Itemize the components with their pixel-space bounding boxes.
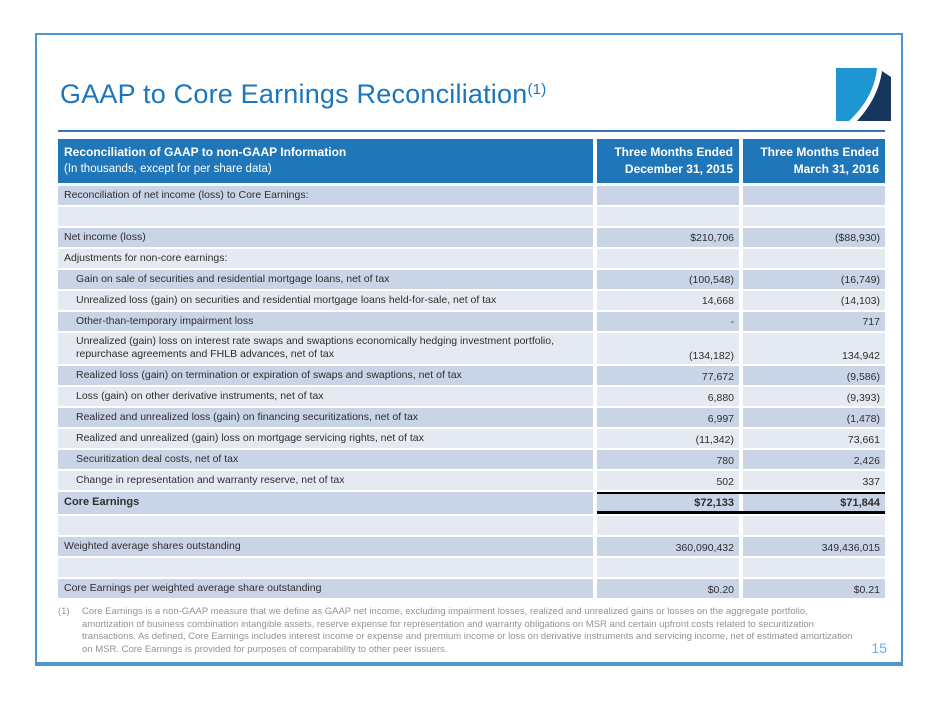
table-row: [58, 450, 885, 469]
row-label: Core Earnings: [58, 492, 593, 514]
row-label: Other-than-temporary impairment loss: [58, 312, 593, 331]
row-label: Realized loss (gain) on termination or expiration of swaps and swaptions, net of tax: [58, 366, 593, 385]
value-mar-2016: 73,661: [743, 429, 885, 448]
table-header-title: Reconciliation of GAAP to non-GAAP Information: [64, 145, 347, 159]
row-label: Gain on sale of securities and residential mortgage loans, net of tax: [58, 270, 593, 289]
value-dec-2015: [597, 186, 739, 205]
value-cells: [597, 516, 885, 535]
value-mar-2016: $71,844: [743, 494, 885, 511]
value-cells: [597, 429, 885, 448]
value-cells: [597, 207, 885, 226]
col2-period-date: March 31, 2016: [793, 162, 879, 177]
company-logo: [836, 68, 891, 121]
value-mar-2016: (9,393): [743, 387, 885, 406]
value-mar-2016: [743, 516, 885, 535]
value-cells: [597, 450, 885, 469]
table-row: [58, 387, 885, 406]
value-cells: [597, 312, 885, 331]
row-label: Reconciliation of net income (loss) to Core Earnings:: [58, 186, 593, 205]
table-row: [58, 207, 885, 226]
value-dec-2015: 780: [597, 450, 739, 469]
value-mar-2016: [743, 186, 885, 205]
table-row: [58, 579, 885, 598]
table-row: [58, 366, 885, 385]
value-cells: [597, 492, 885, 514]
row-label: Realized and unrealized loss (gain) on financing securitizations, net of tax: [58, 408, 593, 427]
value-mar-2016: 2,426: [743, 450, 885, 469]
value-dec-2015: (134,182): [597, 333, 739, 364]
row-label: [58, 558, 593, 577]
table-row: [58, 249, 885, 268]
slide-frame: [35, 33, 903, 666]
value-dec-2015: $0.20: [597, 579, 739, 598]
value-dec-2015: 6,880: [597, 387, 739, 406]
value-cells: [597, 291, 885, 310]
value-mar-2016: $0.21: [743, 579, 885, 598]
table-header-subtitle: (In thousands, except for per share data): [64, 163, 272, 176]
value-cells: [597, 579, 885, 598]
table-header-col-mar-2016: [743, 139, 885, 183]
table-row: [58, 312, 885, 331]
page-number: 15: [871, 640, 887, 656]
value-dec-2015: (11,342): [597, 429, 739, 448]
value-mar-2016: ($88,930): [743, 228, 885, 247]
value-dec-2015: [597, 207, 739, 226]
table-row: [58, 333, 885, 364]
value-cells: [597, 387, 885, 406]
table-row: [58, 291, 885, 310]
page-title: [60, 79, 546, 110]
table-row: [58, 537, 885, 556]
value-dec-2015: -: [597, 312, 739, 331]
table-header-label-cell: [58, 139, 593, 183]
col2-period-label: Three Months Ended: [760, 145, 879, 159]
row-label: Adjustments for non-core earnings:: [58, 249, 593, 268]
value-dec-2015: 14,668: [597, 291, 739, 310]
row-label: Change in representation and warranty reserve, net of tax: [58, 471, 593, 490]
footnote: [58, 606, 885, 657]
footnote-marker: (1): [58, 606, 70, 618]
row-label: Weighted average shares outstanding: [58, 537, 593, 556]
value-mar-2016: [743, 207, 885, 226]
table-row: [58, 186, 885, 205]
title-footnote-ref: (1): [527, 81, 547, 98]
value-mar-2016: (9,586): [743, 366, 885, 385]
value-dec-2015: (100,548): [597, 270, 739, 289]
row-label: Net income (loss): [58, 228, 593, 247]
value-cells: [597, 228, 885, 247]
table-row: [58, 516, 885, 535]
row-label: [58, 516, 593, 535]
row-label: Loss (gain) on other derivative instruments, net of tax: [58, 387, 593, 406]
value-dec-2015: $72,133: [597, 494, 739, 511]
col1-period-label: Three Months Ended: [614, 145, 733, 159]
row-label: Realized and unrealized (gain) loss on mortgage servicing rights, net of tax: [58, 429, 593, 448]
value-dec-2015: 77,672: [597, 366, 739, 385]
value-cells: [597, 537, 885, 556]
title-divider: [58, 130, 885, 132]
value-cells: [597, 186, 885, 205]
table-row: [58, 492, 885, 514]
table-row: [58, 408, 885, 427]
value-mar-2016: (1,478): [743, 408, 885, 427]
value-dec-2015: 6,997: [597, 408, 739, 427]
value-dec-2015: [597, 249, 739, 268]
table-body: [58, 186, 885, 598]
value-mar-2016: (14,103): [743, 291, 885, 310]
value-mar-2016: 134,942: [743, 333, 885, 364]
value-mar-2016: [743, 558, 885, 577]
value-cells: [597, 408, 885, 427]
row-label: [58, 207, 593, 226]
value-cells: [597, 471, 885, 490]
table-header-col-dec-2015: [597, 139, 739, 183]
row-label: Core Earnings per weighted average share outstanding: [58, 579, 593, 598]
value-dec-2015: [597, 558, 739, 577]
value-mar-2016: 349,436,015: [743, 537, 885, 556]
value-mar-2016: (16,749): [743, 270, 885, 289]
page-title-text: GAAP to Core Earnings Reconciliation: [60, 79, 528, 109]
table-row: [58, 228, 885, 247]
value-cells: [597, 558, 885, 577]
table-row: [58, 270, 885, 289]
table-section: [58, 139, 885, 657]
row-label: Securitization deal costs, net of tax: [58, 450, 593, 469]
value-dec-2015: $210,706: [597, 228, 739, 247]
value-dec-2015: 502: [597, 471, 739, 490]
table-row: [58, 558, 885, 577]
value-cells: [597, 249, 885, 268]
col1-period-date: December 31, 2015: [624, 162, 733, 177]
value-mar-2016: 337: [743, 471, 885, 490]
row-label: Unrealized (gain) loss on interest rate swaps and swaptions economically hedging investment portfolio, repurchase agreements and FHLB advances, net of tax: [58, 333, 593, 364]
value-cells: [597, 333, 885, 364]
value-cells: [597, 366, 885, 385]
value-dec-2015: 360,090,432: [597, 537, 739, 556]
table-header-row: [58, 139, 885, 183]
table-row: [58, 429, 885, 448]
value-mar-2016: 717: [743, 312, 885, 331]
value-cells: [597, 270, 885, 289]
footnote-text: Core Earnings is a non-GAAP measure that we define as GAAP net income, excluding impairment losses, realized and unrealized gains or losses on the aggregate portfolio, amortization of business combination intangible assets, reserve expense for representation and warranty obligations on MSR and certain upfront costs related to securitization transactions. As defined, Core Earnings includes interest income or expense and premium income or loss on derivative instruments and servicing income, net of estimated amortization on MSR. Core Earnings is provided for purposes of comparability to other peer issuers.: [82, 606, 853, 655]
value-mar-2016: [743, 249, 885, 268]
row-label: Unrealized loss (gain) on securities and residential mortgage loans held-for-sale, net of tax: [58, 291, 593, 310]
value-dec-2015: [597, 516, 739, 535]
table-row: [58, 471, 885, 490]
